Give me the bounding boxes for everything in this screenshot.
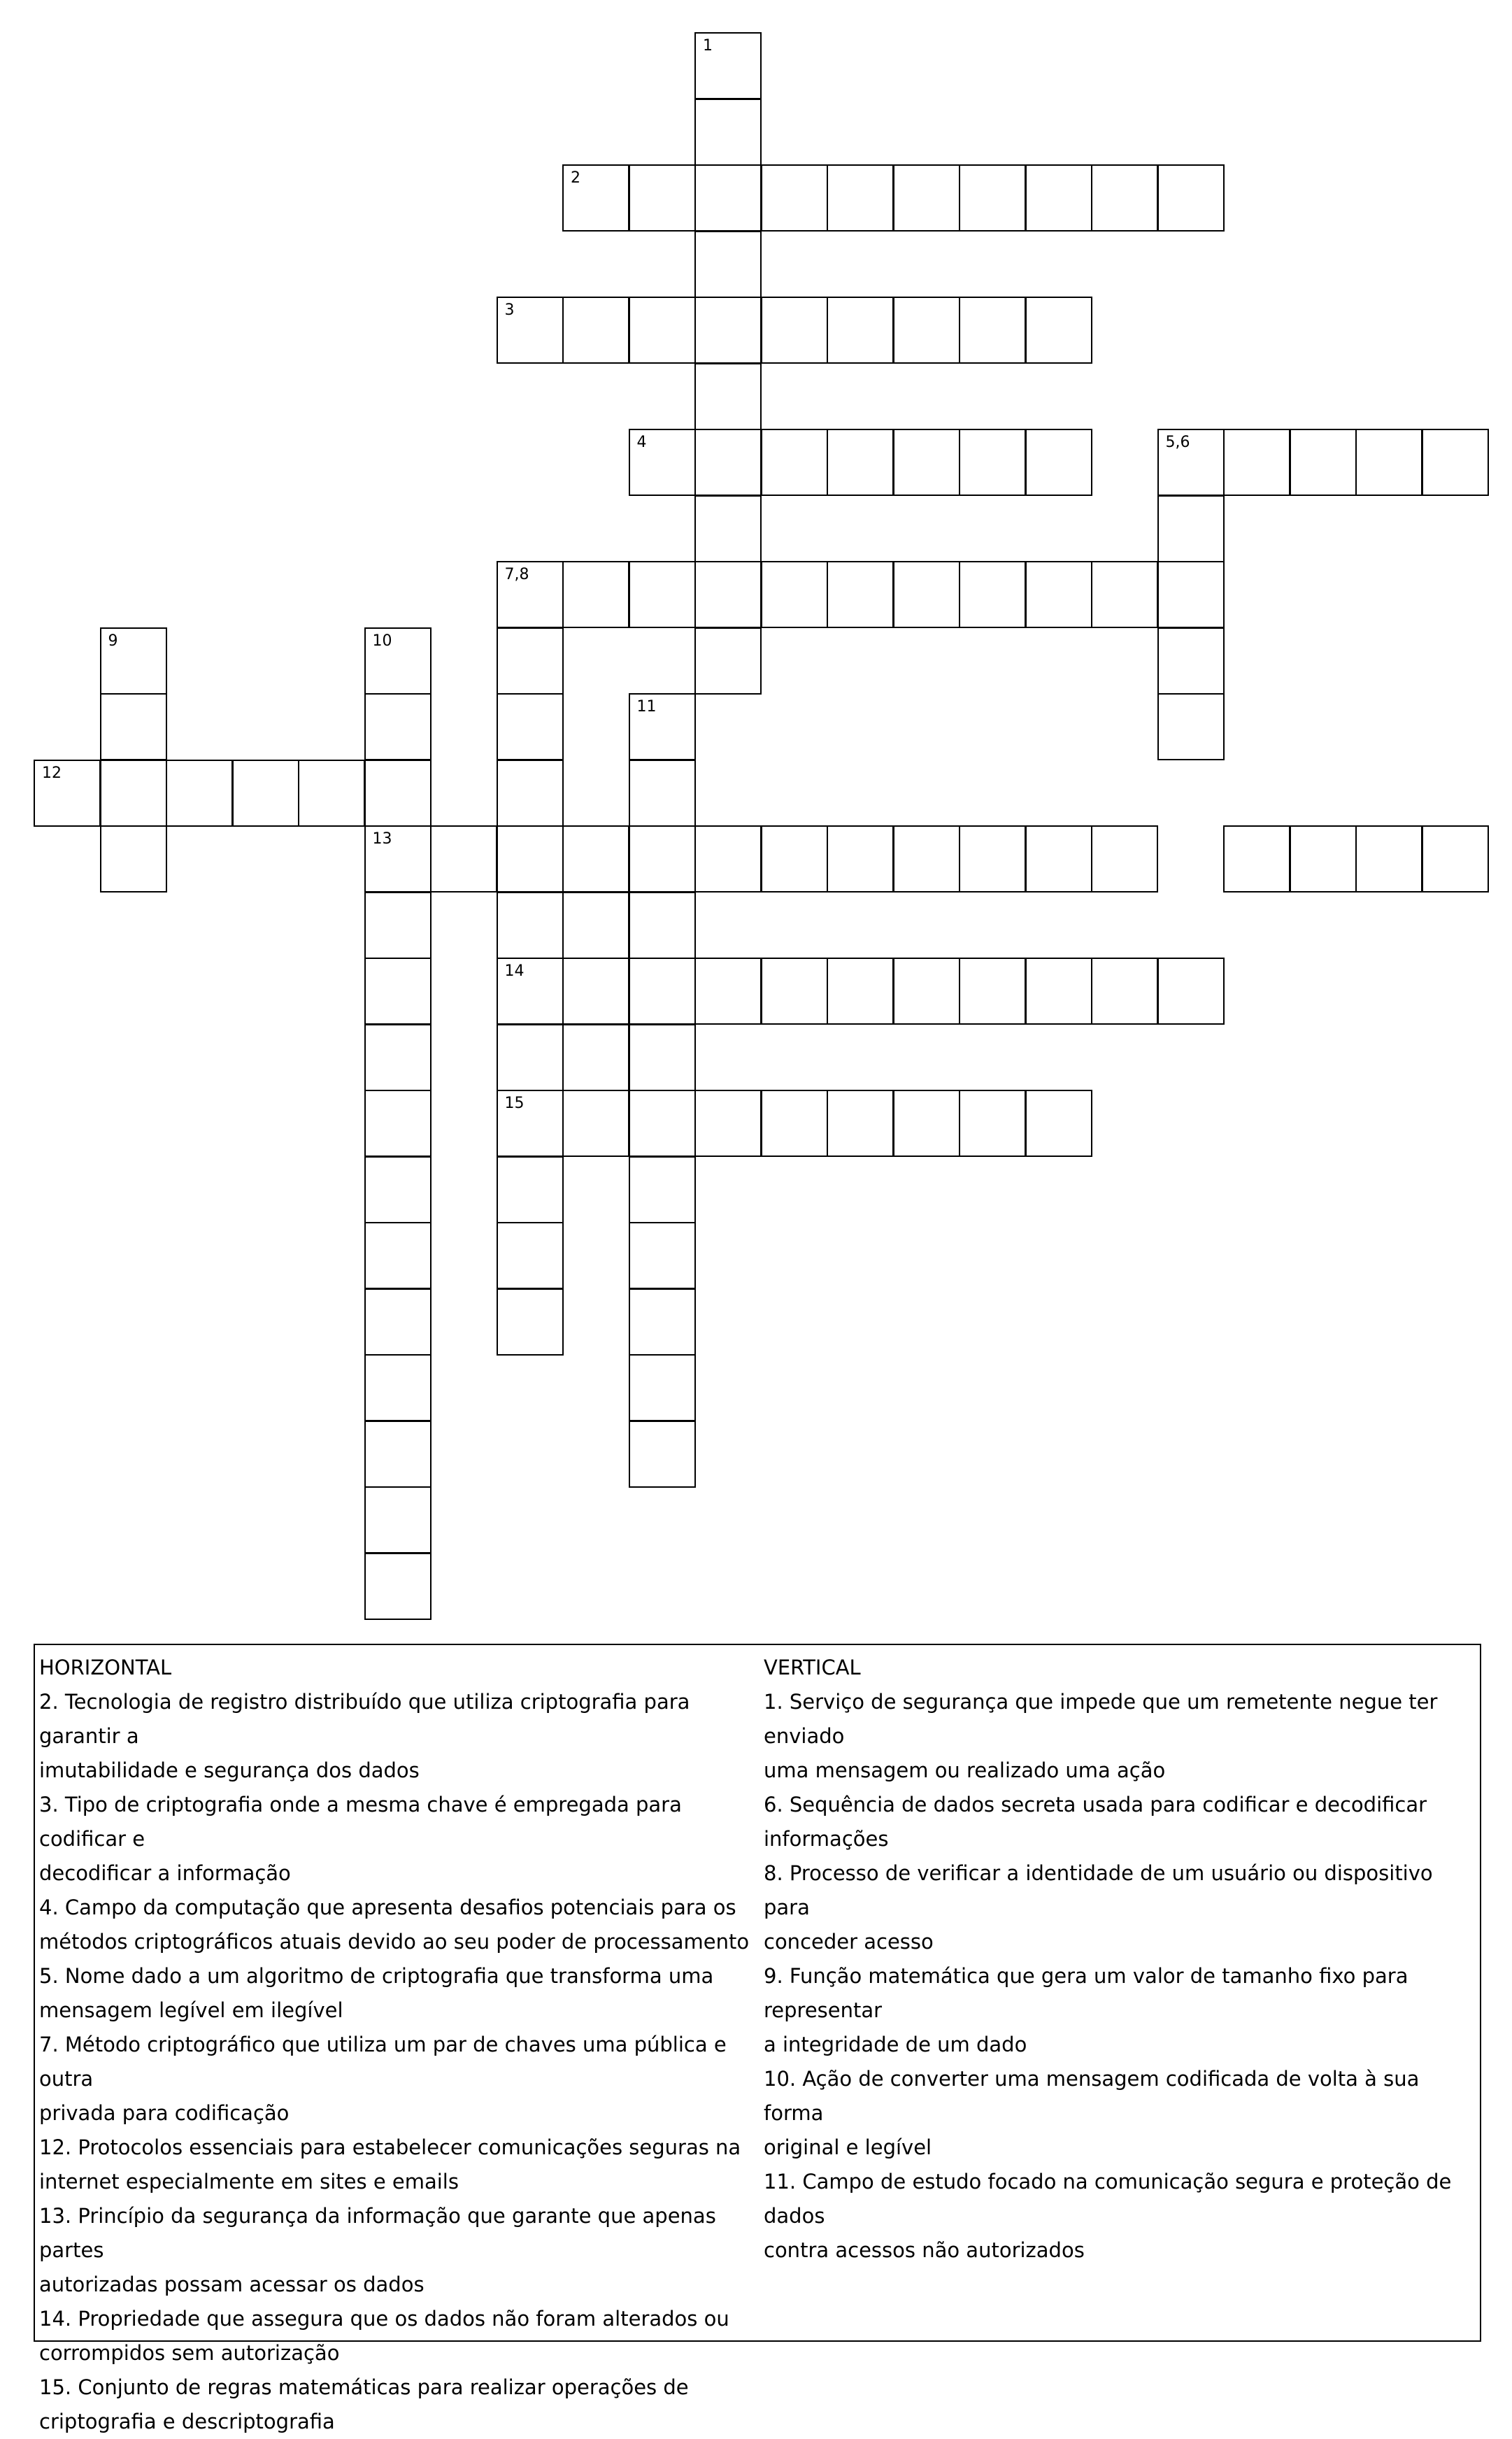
clue-number: 14 xyxy=(504,962,525,980)
crossword-cell[interactable] xyxy=(694,1090,762,1157)
crossword-cell[interactable] xyxy=(629,825,696,893)
crossword-cell[interactable] xyxy=(364,693,432,760)
clue-number: 9 xyxy=(108,632,118,650)
crossword-cell[interactable] xyxy=(1025,429,1092,496)
horizontal-title: HORIZONTAL xyxy=(39,1656,172,1679)
crossword-cell[interactable] xyxy=(694,561,762,628)
crossword-cell[interactable] xyxy=(364,760,432,827)
crossword-cell[interactable] xyxy=(827,958,894,1025)
crossword-cell[interactable] xyxy=(1223,825,1290,893)
crossword-cell[interactable] xyxy=(1157,693,1225,760)
crossword-cell[interactable] xyxy=(364,1156,432,1223)
crossword-cell[interactable] xyxy=(959,164,1026,232)
crossword-cell[interactable] xyxy=(1025,1090,1092,1157)
vertical-clues xyxy=(764,1651,1477,2268)
crossword-cell[interactable] xyxy=(694,429,762,496)
clue-line: decodificar a informação xyxy=(39,1861,291,1885)
crossword-cell[interactable] xyxy=(694,231,762,298)
crossword-cell[interactable] xyxy=(364,1222,432,1289)
clue-number: 2 xyxy=(571,169,580,187)
crossword-cell[interactable] xyxy=(959,297,1026,364)
clue-number: 11 xyxy=(636,698,657,716)
clue-line: contra acessos não autorizados xyxy=(764,2238,1085,2262)
crossword-cell[interactable] xyxy=(1025,297,1092,364)
crossword-cell[interactable] xyxy=(694,363,762,430)
crossword-cell[interactable] xyxy=(629,1222,696,1289)
crossword-cell[interactable] xyxy=(761,561,828,628)
crossword-cell[interactable] xyxy=(298,760,365,827)
crossword-cell[interactable] xyxy=(629,1288,696,1356)
crossword-cell[interactable] xyxy=(364,1486,432,1553)
clue-line: 7. Método criptográfico que utiliza um par de chaves uma pública e outra xyxy=(39,2033,727,2091)
crossword-cell[interactable] xyxy=(497,693,564,760)
clue-line: 8. Processo de verificar a identidade de um usuário ou dispositivo para xyxy=(764,1861,1433,1919)
crossword-cell[interactable] xyxy=(761,825,828,893)
clue-line: autorizadas possam acessar os dados xyxy=(39,2273,425,2296)
crossword-cell[interactable] xyxy=(364,1090,432,1157)
crossword-cell[interactable] xyxy=(1157,495,1225,562)
crossword-cell[interactable] xyxy=(959,561,1026,628)
crossword-cell[interactable] xyxy=(497,958,564,1025)
crossword-cell[interactable] xyxy=(497,1222,564,1289)
crossword-cell[interactable] xyxy=(694,297,762,364)
crossword-cell[interactable] xyxy=(497,561,564,628)
crossword-cell[interactable] xyxy=(827,164,894,232)
crossword-cell[interactable] xyxy=(1157,164,1225,232)
crossword-cell[interactable] xyxy=(827,561,894,628)
crossword-cell[interactable] xyxy=(694,958,762,1025)
crossword-cell[interactable] xyxy=(959,825,1026,893)
crossword-cell[interactable] xyxy=(364,1553,432,1620)
crossword-cell[interactable] xyxy=(166,760,233,827)
horizontal-clue xyxy=(39,2131,759,2199)
crossword-cell[interactable] xyxy=(629,164,696,232)
crossword-cell[interactable] xyxy=(629,297,696,364)
clue-line: 9. Função matemática que gera um valor de tamanho fixo para representar xyxy=(764,1964,1408,2022)
clue-number: 5,6 xyxy=(1165,434,1190,451)
crossword-cell[interactable] xyxy=(100,693,167,760)
clue-line: mensagem legível em ilegível xyxy=(39,1998,343,2022)
vertical-title: VERTICAL xyxy=(764,1656,861,1679)
clue-line: 3. Tipo de criptografia onde a mesma chave é empregada para codificar e xyxy=(39,1793,682,1851)
crossword-cell[interactable] xyxy=(893,561,960,628)
horizontal-clues xyxy=(39,1651,759,2439)
crossword-cell[interactable] xyxy=(497,1024,564,1091)
crossword-cell[interactable] xyxy=(694,627,762,695)
crossword-cell[interactable] xyxy=(694,495,762,562)
crossword-cell[interactable] xyxy=(1157,561,1225,628)
crossword-cell[interactable] xyxy=(100,825,167,893)
clue-number: 12 xyxy=(42,764,62,782)
clues-panel xyxy=(34,1644,1481,2433)
crossword-cell[interactable] xyxy=(827,1090,894,1157)
crossword-cell[interactable] xyxy=(629,429,696,496)
crossword-cell[interactable] xyxy=(562,561,629,628)
crossword-cell[interactable] xyxy=(694,99,762,166)
clue-number: 4 xyxy=(636,434,647,451)
crossword-cell[interactable] xyxy=(827,825,894,893)
clue-line: corrompidos sem autorização xyxy=(39,2341,340,2365)
crossword-cell[interactable] xyxy=(1025,825,1092,893)
vertical-clue-list xyxy=(764,1685,1477,2268)
horizontal-clue xyxy=(39,2199,759,2302)
clue-line: 12. Protocolos essenciais para estabelecer comunicações seguras na xyxy=(39,2135,741,2159)
clue-line: 11. Campo de estudo focado na comunicação segura e proteção de dados xyxy=(764,2170,1452,2228)
crossword-cell[interactable] xyxy=(629,1024,696,1091)
crossword-cell[interactable] xyxy=(1025,958,1092,1025)
clue-line: imutabilidade e segurança dos dados xyxy=(39,1758,420,1782)
crossword-cell[interactable] xyxy=(364,1421,432,1488)
horizontal-clue xyxy=(39,2302,759,2370)
crossword-cell[interactable] xyxy=(1422,825,1489,893)
crossword-cell[interactable] xyxy=(562,1024,629,1091)
vertical-clue xyxy=(764,1856,1477,1959)
clue-number: 7,8 xyxy=(504,566,529,583)
clue-line: 6. Sequência de dados secreta usada para codificar e decodificar xyxy=(764,1793,1427,1816)
crossword-cell[interactable] xyxy=(1025,164,1092,232)
crossword-cell[interactable] xyxy=(629,1421,696,1488)
crossword-cell[interactable] xyxy=(1355,825,1422,893)
clue-line: privada para codificação xyxy=(39,2101,290,2125)
crossword-cell[interactable] xyxy=(1422,429,1489,496)
clue-line: internet especialmente em sites e emails xyxy=(39,2170,459,2193)
horizontal-clue xyxy=(39,2028,759,2131)
clue-number: 13 xyxy=(372,830,392,848)
crossword-cell[interactable] xyxy=(1355,429,1422,496)
crossword-cell[interactable] xyxy=(827,429,894,496)
crossword-cell[interactable] xyxy=(232,760,299,827)
crossword-cell[interactable] xyxy=(1091,561,1158,628)
crossword-cell[interactable] xyxy=(562,297,629,364)
crossword-cell[interactable] xyxy=(629,760,696,827)
crossword-cell[interactable] xyxy=(364,1288,432,1356)
crossword-cell[interactable] xyxy=(364,892,432,959)
crossword-cell[interactable] xyxy=(1157,429,1225,496)
crossword-cell[interactable] xyxy=(629,958,696,1025)
crossword-cell[interactable] xyxy=(629,693,696,760)
clue-line: original e legível xyxy=(764,2135,932,2159)
clue-line: 15. Conjunto de regras matemáticas para realizar operações de xyxy=(39,2375,689,2399)
crossword-cell[interactable] xyxy=(562,164,629,232)
crossword-cell[interactable] xyxy=(497,892,564,959)
crossword-cell[interactable] xyxy=(364,825,432,893)
crossword-cell[interactable] xyxy=(959,958,1026,1025)
crossword-cell[interactable] xyxy=(1091,825,1158,893)
clue-line: 10. Ação de converter uma mensagem codificada de volta à sua forma xyxy=(764,2067,1420,2125)
crossword-cell[interactable] xyxy=(1091,958,1158,1025)
clue-line: criptografia e descriptografia xyxy=(39,2410,335,2433)
crossword-cell[interactable] xyxy=(364,627,432,695)
crossword-cell[interactable] xyxy=(497,627,564,695)
crossword-cell[interactable] xyxy=(1157,627,1225,695)
clue-line: informações xyxy=(764,1827,889,1851)
crossword-cell[interactable] xyxy=(893,958,960,1025)
crossword-cell[interactable] xyxy=(629,1354,696,1421)
crossword-cell[interactable] xyxy=(893,1090,960,1157)
crossword-cell[interactable] xyxy=(827,297,894,364)
horizontal-clue-list xyxy=(39,1685,759,2439)
clue-number: 10 xyxy=(372,632,392,650)
crossword-cell[interactable] xyxy=(959,1090,1026,1157)
crossword-cell[interactable] xyxy=(761,164,828,232)
crossword-cell[interactable] xyxy=(1025,561,1092,628)
crossword-cell[interactable] xyxy=(694,32,762,99)
horizontal-clue xyxy=(39,1685,759,1788)
clue-line: 2. Tecnologia de registro distribuído que utiliza criptografia para garantir a xyxy=(39,1690,690,1748)
crossword-cell[interactable] xyxy=(1157,958,1225,1025)
crossword-cell[interactable] xyxy=(364,1024,432,1091)
clue-line: uma mensagem ou realizado uma ação xyxy=(764,1758,1166,1782)
crossword-cell[interactable] xyxy=(497,297,564,364)
vertical-clue xyxy=(764,2165,1477,2268)
crossword-cell[interactable] xyxy=(562,958,629,1025)
crossword-cell[interactable] xyxy=(497,825,564,893)
crossword-cell[interactable] xyxy=(100,627,167,695)
vertical-clue xyxy=(764,1685,1477,1788)
crossword-cell[interactable] xyxy=(893,297,960,364)
clue-line: 13. Princípio da segurança da informação que garante que apenas partes xyxy=(39,2204,716,2262)
crossword-cell[interactable] xyxy=(761,429,828,496)
crossword-cell[interactable] xyxy=(893,164,960,232)
crossword-cell[interactable] xyxy=(761,297,828,364)
crossword-cell[interactable] xyxy=(629,1156,696,1223)
clue-line: 14. Propriedade que assegura que os dados não foram alterados ou xyxy=(39,2307,729,2331)
crossword-cell[interactable] xyxy=(562,892,629,959)
crossword-cell[interactable] xyxy=(694,825,762,893)
crossword-cell[interactable] xyxy=(497,1156,564,1223)
crossword-cell[interactable] xyxy=(364,958,432,1025)
horizontal-clue xyxy=(39,1959,759,2028)
crossword-cell[interactable] xyxy=(694,164,762,232)
clue-number: 3 xyxy=(504,301,515,319)
crossword-cell[interactable] xyxy=(497,1288,564,1356)
crossword-cell[interactable] xyxy=(1091,164,1158,232)
crossword-cell[interactable] xyxy=(1290,429,1357,496)
crossword-cell[interactable] xyxy=(893,825,960,893)
crossword-cell[interactable] xyxy=(562,825,629,893)
horizontal-clue xyxy=(39,1891,759,1959)
clue-line: 1. Serviço de segurança que impede que um remetente negue ter enviado xyxy=(764,1690,1438,1748)
clue-line: a integridade de um dado xyxy=(764,2033,1027,2056)
crossword-cell[interactable] xyxy=(1290,825,1357,893)
clue-line: conceder acesso xyxy=(764,1930,934,1954)
clue-line: métodos criptográficos atuais devido ao seu poder de processamento xyxy=(39,1930,750,1954)
crossword-cell[interactable] xyxy=(497,1090,564,1157)
crossword-cell[interactable] xyxy=(100,760,167,827)
horizontal-clue xyxy=(39,2370,759,2439)
clue-number: 1 xyxy=(703,37,713,55)
clue-line: 4. Campo da computação que apresenta desafios potenciais para os xyxy=(39,1896,736,1919)
clue-number: 15 xyxy=(504,1095,525,1112)
crossword-cell[interactable] xyxy=(562,1090,629,1157)
crossword-cell[interactable] xyxy=(497,760,564,827)
crossword-cell[interactable] xyxy=(364,1354,432,1421)
crossword-cell[interactable] xyxy=(34,760,101,827)
crossword-cell[interactable] xyxy=(629,1090,696,1157)
crossword-cell[interactable] xyxy=(959,429,1026,496)
crossword-cell[interactable] xyxy=(629,561,696,628)
clue-line: 5. Nome dado a um algoritmo de criptografia que transforma uma xyxy=(39,1964,714,1988)
crossword-cell[interactable] xyxy=(761,958,828,1025)
crossword-cell[interactable] xyxy=(430,825,497,893)
vertical-clue xyxy=(764,2062,1477,2165)
crossword-cell[interactable] xyxy=(761,1090,828,1157)
vertical-clue xyxy=(764,1788,1477,1856)
vertical-clue xyxy=(764,1959,1477,2062)
crossword-cell[interactable] xyxy=(1223,429,1290,496)
crossword-cell[interactable] xyxy=(893,429,960,496)
crossword-cell[interactable] xyxy=(629,892,696,959)
horizontal-clue xyxy=(39,1788,759,1891)
